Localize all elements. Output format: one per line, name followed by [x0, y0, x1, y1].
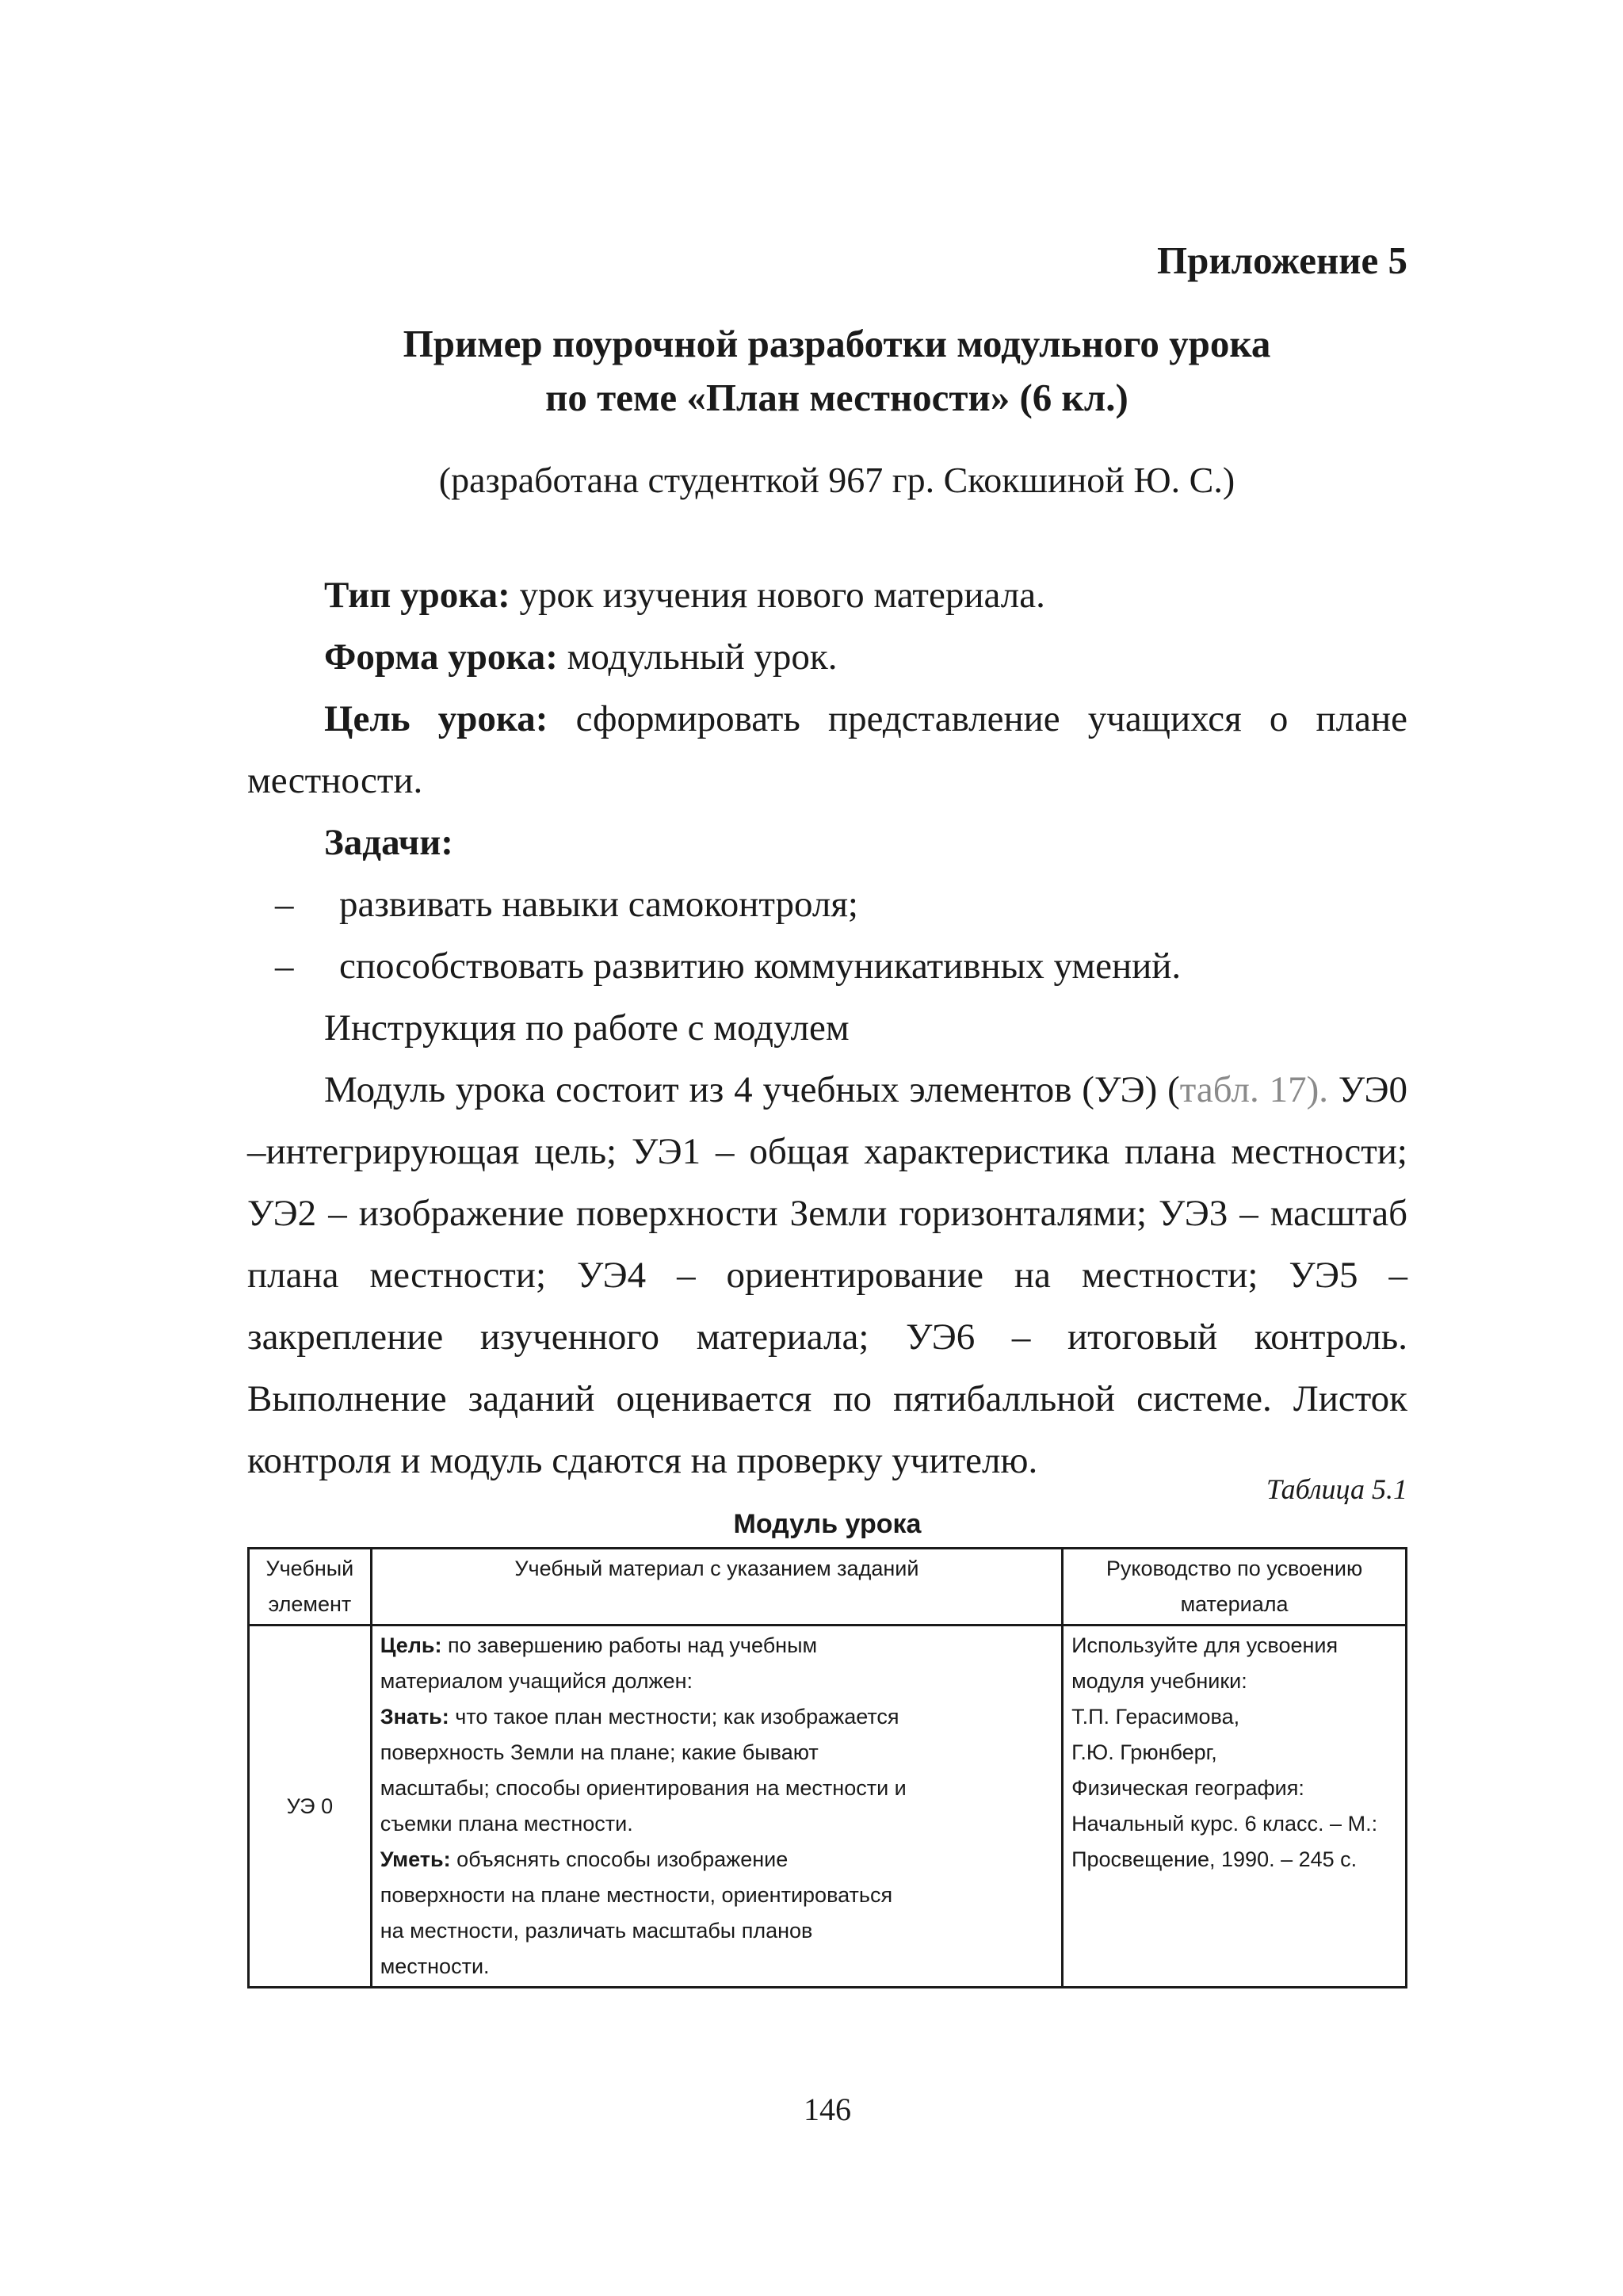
- lesson-type: [247, 564, 1407, 626]
- lesson-type-value: урок изучения нового материала.: [510, 575, 1045, 616]
- guide-line: модуля учебники:: [1071, 1669, 1247, 1693]
- module-text-start: Модуль урока состоит из 4 учебных элементов (УЭ) (: [324, 1069, 1180, 1110]
- guide-line: Начальный курс. 6 класс. – М.:: [1071, 1812, 1378, 1836]
- header-element-line: элемент: [268, 1592, 352, 1616]
- page-title: [247, 317, 1426, 425]
- material-line: на местности, различать масштабы планов: [380, 1919, 813, 1943]
- header-guide-line: материала: [1180, 1592, 1289, 1616]
- material-line: масштабы; способы ориентирования на местности и: [380, 1776, 907, 1800]
- lesson-goal-label: Цель урока:: [324, 698, 548, 739]
- module-table: [247, 1547, 1407, 1988]
- can-text: объяснять способы изображение: [450, 1847, 789, 1871]
- header-material: Учебный материал с указанием заданий: [371, 1549, 1062, 1626]
- guide-line: Т.П. Герасимова,: [1071, 1705, 1240, 1729]
- task-item: [247, 873, 1407, 935]
- material-line: поверхности на плане местности, ориентироваться: [380, 1883, 893, 1907]
- author-note: (разработана студенткой 967 гр. Скокшиной Ю. С.): [438, 460, 1235, 500]
- lesson-goal-value: сформировать представление учащихся о плане местности.: [247, 698, 1407, 801]
- dash-bullet: –: [275, 946, 294, 987]
- table-caption: Таблица 5.1: [1266, 1473, 1407, 1505]
- task-item-text: развивать навыки самоконтроля;: [339, 884, 858, 925]
- lesson-form-value: модульный урок.: [557, 636, 838, 678]
- material-line: поверхность Земли на плане; какие бывают: [380, 1740, 819, 1764]
- lesson-form: [247, 626, 1407, 688]
- module-text-rest: УЭ0 –интегрирующая цель; УЭ1 – общая характеристика плана местности; УЭ2 – изображение поверхности Земли горизонталями; УЭ3 – масштаб плана местности; УЭ4 – ориентирование на местности; УЭ5 – закрепление изученного материала; УЭ6 – итоговый контроль. Выполнение заданий оценивается по пятибалльной системе. Листок контроля и модуль сдаются на проверку учителю.: [247, 1069, 1408, 1481]
- tasks-label: Задачи:: [324, 822, 453, 863]
- lesson-form-label: Форма урока:: [324, 636, 558, 678]
- header-element: [249, 1549, 372, 1626]
- material-line: материалом учащийся должен:: [380, 1669, 693, 1693]
- material-line: [380, 1699, 1053, 1735]
- page-number: 146: [804, 2092, 851, 2127]
- title-line-2: по теме «План местности» (6 кл.): [545, 376, 1128, 419]
- table-row: [249, 1626, 1407, 1988]
- header-guide: [1063, 1549, 1407, 1626]
- header-element-line: Учебный: [265, 1557, 354, 1580]
- lesson-type-label: Тип урока:: [324, 575, 510, 616]
- guide-line: Используйте для усвоения: [1071, 1633, 1338, 1657]
- table-reference-link[interactable]: табл. 17).: [1179, 1069, 1328, 1110]
- material-line: [380, 1842, 1053, 1878]
- goal-label: Цель:: [380, 1633, 442, 1657]
- tasks-heading: [247, 812, 1407, 873]
- material-cell: [371, 1626, 1062, 1988]
- material-line: съемки плана местности.: [380, 1812, 633, 1836]
- table-title: Модуль урока: [733, 1509, 922, 1539]
- lesson-goal: [247, 688, 1407, 812]
- task-item: [247, 935, 1407, 997]
- title-line-1: Пример поурочной разработки модульного урока: [403, 322, 1271, 365]
- lesson-description: [247, 564, 1407, 1492]
- header-guide-line: Руководство по усвоению: [1106, 1557, 1363, 1580]
- can-label: Уметь:: [380, 1847, 451, 1871]
- dash-bullet: –: [275, 884, 294, 925]
- module-description: [247, 1059, 1407, 1492]
- appendix-label: Приложение 5: [1157, 239, 1407, 282]
- know-label: Знать:: [380, 1705, 449, 1729]
- task-item-text: способствовать развитию коммуникативных умений.: [339, 946, 1182, 987]
- guide-line: Г.Ю. Грюнберг,: [1071, 1740, 1217, 1764]
- element-cell: УЭ 0: [249, 1626, 372, 1988]
- guide-cell: [1063, 1626, 1407, 1988]
- table-header-row: [249, 1549, 1407, 1626]
- module-instruction-heading: Инструкция по работе с модулем: [324, 1007, 850, 1049]
- guide-line: Физическая география:: [1071, 1776, 1304, 1800]
- material-line: [380, 1628, 1053, 1664]
- guide-line: Просвещение, 1990. – 245 с.: [1071, 1847, 1358, 1871]
- material-line: местности.: [380, 1954, 490, 1978]
- know-text: что такое план местности; как изображается: [449, 1705, 899, 1729]
- goal-text: по завершению работы над учебным: [441, 1633, 818, 1657]
